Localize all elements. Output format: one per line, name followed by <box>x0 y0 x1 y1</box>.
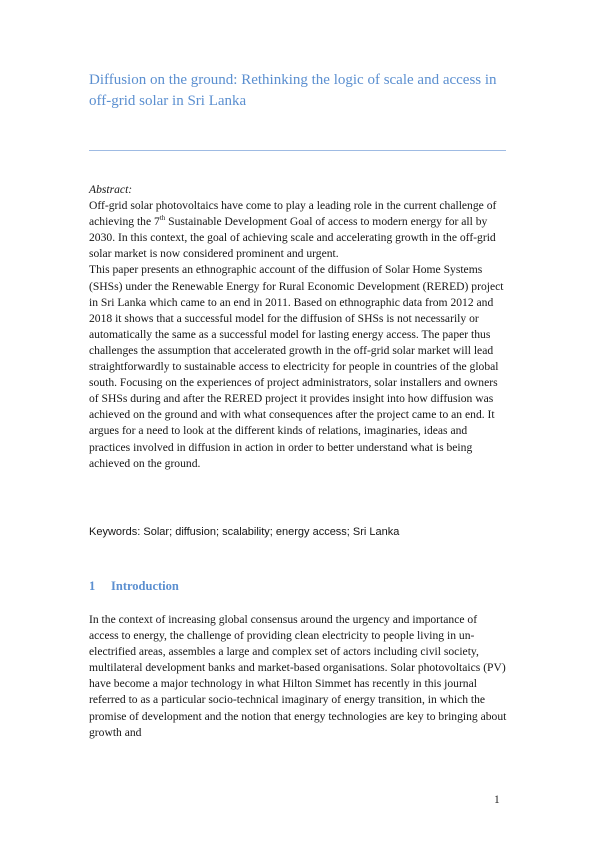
abstract-paragraph-2: This paper presents an ethnographic account of the diffusion of Solar Home Systems (SHSs) under the Renewable Energy for Rural Economic Development (RERED) project in Sri Lanka which came to an end in 2011. Based on ethnographic data from 2012 and 2018 it shows that a successful model for the diffusion of SHSs is not necessarily or automatically the same as a successful model for lasting energy access. The paper thus challenges the assumption that accelerated growth in the off-grid solar market will lead straightforwardly to sustainable access to electricity for people in countries of the global south. Focusing on the experiences of project administrators, solar installers and owners of SHSs during and after the RERED project it provides insight into how diffusion was achieved on the ground and with what consequences after the project came to an end. It argues for a need to look at the different kinds of relations, imaginaries, ideas and practices involved in diffusion in action in order to better understand what is being achieved on the ground. <box>89 263 504 470</box>
introduction-paragraph: In the context of increasing global consensus around the urgency and importance of access to energy, the challenge of providing clean electricity to people living in un-electrified areas, assembles a large and complex set of actors including civil society, multilateral development banks and market-based organisations. Solar photovoltaics (PV) have become a major technology in what Hilton Simmet has recently in this journal referred to as a particular socio-technical imaginary of energy transition, in which the promise of development and the notion that energy technologies are key to bringing about growth and <box>89 613 507 739</box>
abstract-label: Abstract: <box>89 183 133 196</box>
abstract-section <box>89 182 509 472</box>
keywords: Keywords: Solar; diffusion; scalability; energy access; Sri Lanka <box>89 526 400 538</box>
section-number: 1 <box>89 579 96 593</box>
superscript-th: th <box>159 214 166 223</box>
title-divider <box>89 150 506 151</box>
page-number: 1 <box>494 794 500 806</box>
paper-title: Diffusion on the ground: Rethinking the logic of scale and access in off-grid solar in Sri Lanka <box>89 72 497 109</box>
section-title: Introduction <box>111 579 179 593</box>
introduction-body <box>89 612 509 741</box>
abstract-paragraph-1-end: Sustainable Development Goal of access to modern energy for all by 2030. In this context, the goal of achieving scale and accelerating growth in the off-grid solar market is now considered prominent and urgent. <box>89 215 496 261</box>
abstract-paragraph-1 <box>89 199 496 260</box>
abstract-paragraph-1-start: Off-grid solar photovoltaics have come to play a leading role in the current challenge of achieving the 7 <box>89 199 497 229</box>
section-heading <box>89 579 179 594</box>
